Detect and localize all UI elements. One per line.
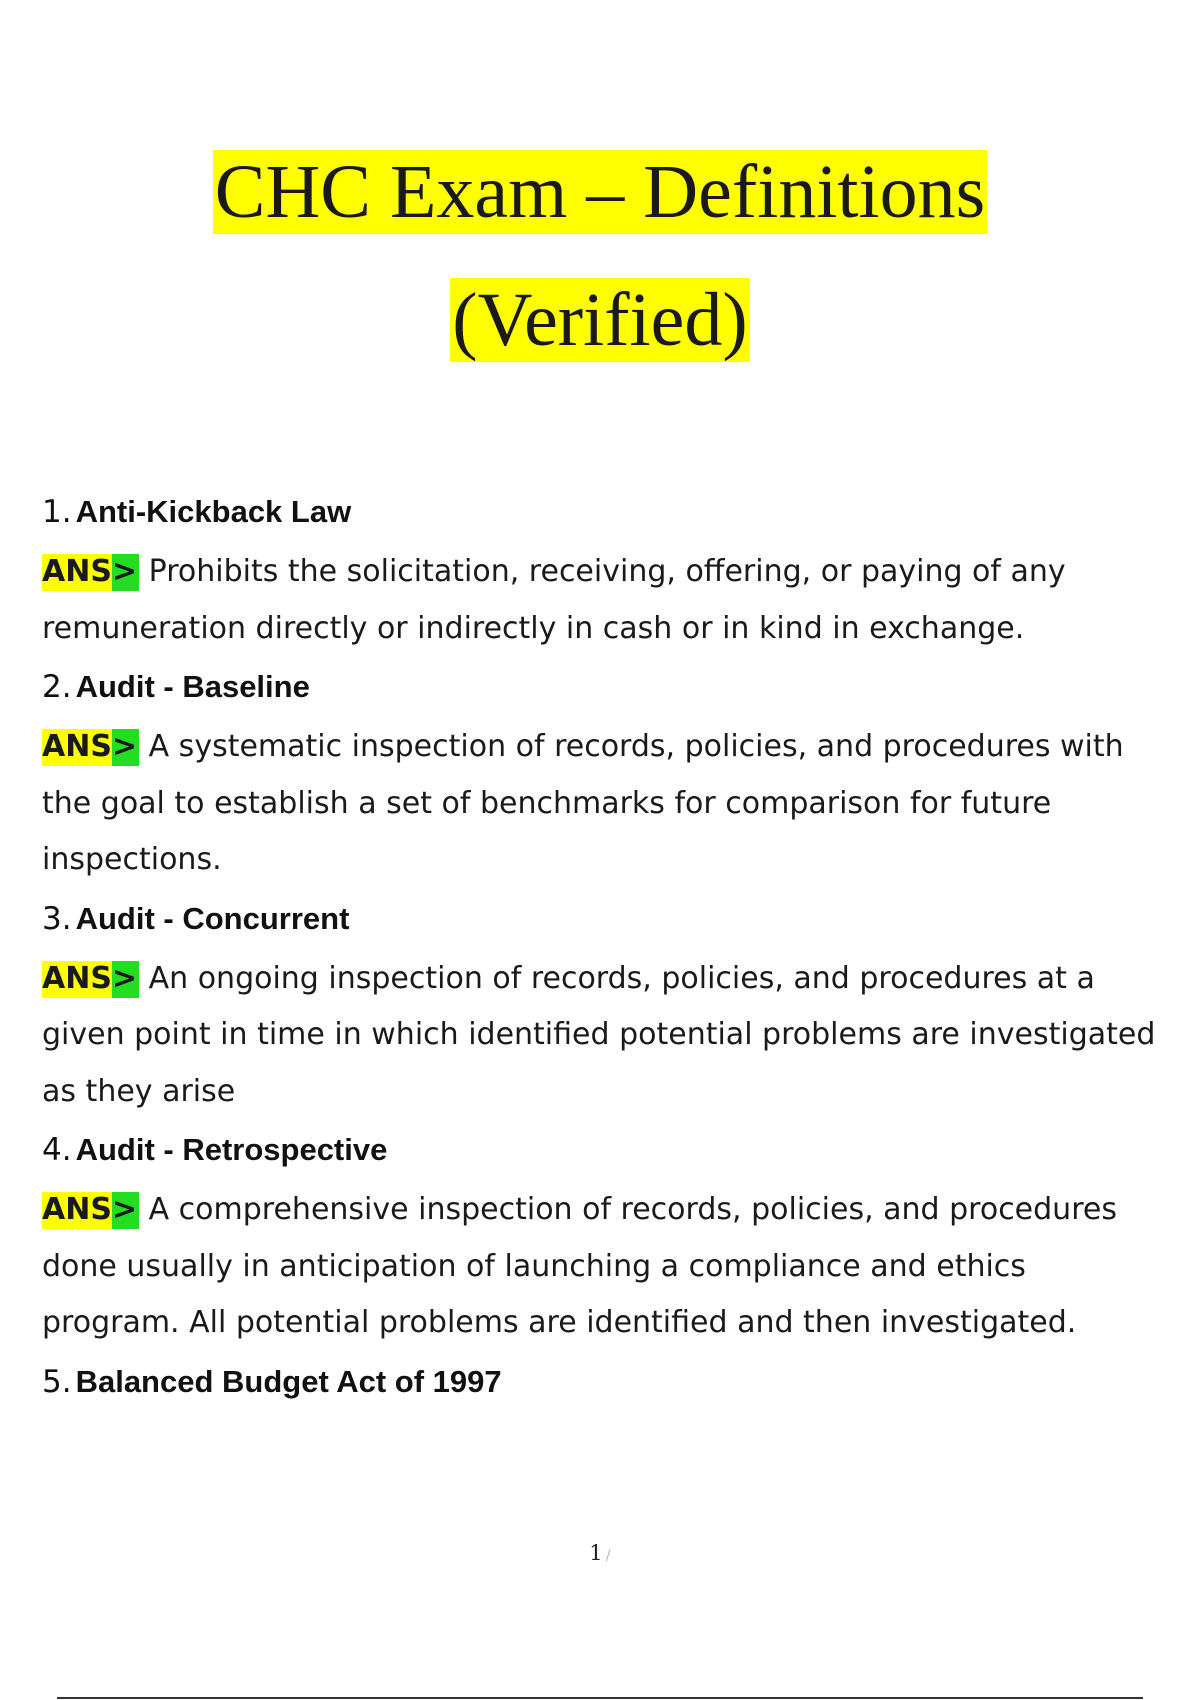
answer-body: An ongoing inspection of records, policies, and procedures at a given point in time in which identified potential problems are investigated as they arise (42, 960, 1156, 1109)
term-name: Audit - Baseline (75, 669, 310, 704)
term-heading (42, 490, 1172, 534)
title-line-2: (Verified) (452, 278, 748, 362)
term-name: Anti-Kickback Law (75, 494, 352, 529)
document-title (0, 128, 1200, 384)
term-heading (42, 897, 1172, 941)
page-number (0, 1541, 1200, 1565)
term-heading (42, 1360, 1172, 1404)
title-line-1: CHC Exam – Definitions (214, 150, 986, 234)
definition-entry-1 (42, 490, 1172, 657)
page-number-value: 1 (589, 1541, 603, 1565)
page-number-separator: / (605, 1546, 611, 1564)
term-number: 4. (42, 1132, 72, 1168)
footer-divider (57, 1697, 1143, 1699)
answer-body: Prohibits the solicitation, receiving, offering, or paying of any remuneration directly or indirectly in cash or in kind in exchange. (42, 554, 1066, 646)
ans-label: ANS> (42, 554, 138, 589)
term-number: 5. (42, 1363, 72, 1400)
ans-label: ANS> (42, 729, 138, 764)
term-number: 3. (42, 900, 72, 937)
ans-label: ANS> (42, 1192, 138, 1227)
definition-entry-5 (42, 1360, 1172, 1404)
term-name: Audit - Retrospective (75, 1132, 388, 1167)
term-heading (42, 1128, 1172, 1172)
term-heading (42, 665, 1172, 709)
definition-entry-2 (42, 665, 1172, 889)
term-number: 2. (42, 669, 72, 705)
answer-body: A systematic inspection of records, policies, and procedures with the goal to establish a set of benchmarks for comparison for future inspections. (42, 729, 1124, 877)
answer-body: A comprehensive inspection of records, policies, and procedures done usually in anticipation of launching a compliance and ethics program. All potential problems are identified and then investigated. (42, 1192, 1117, 1340)
answer-text (42, 719, 1172, 889)
definition-entry-4 (42, 1128, 1172, 1352)
term-name: Audit - Concurrent (75, 900, 350, 936)
term-name: Balanced Budget Act of 1997 (75, 1363, 502, 1399)
definitions-list (42, 490, 1172, 1404)
definition-entry-3 (42, 897, 1172, 1121)
answer-text (42, 544, 1172, 657)
answer-text (42, 951, 1172, 1121)
term-number: 1. (42, 494, 72, 530)
answer-text (42, 1182, 1172, 1352)
ans-label: ANS> (42, 960, 138, 996)
